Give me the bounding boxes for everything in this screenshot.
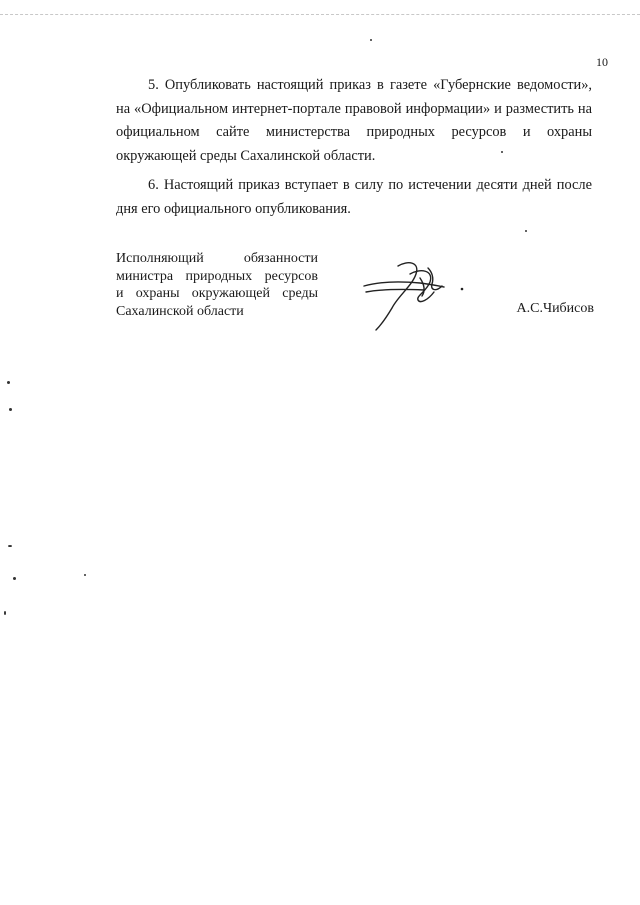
signer-title-line: министра природных ресурсов bbox=[116, 268, 318, 284]
scan-speck bbox=[8, 545, 12, 547]
scan-speck bbox=[9, 408, 12, 411]
signer-title-line: и охраны окружающей среды bbox=[116, 286, 318, 301]
signer-title-line: Сахалинской области bbox=[116, 303, 244, 319]
paragraph-text: 6. Настоящий приказ вступает в силу по истечении десяти дней после дня его официального опубликования. bbox=[116, 177, 592, 217]
paragraph-item-6 bbox=[116, 174, 592, 221]
scan-speck bbox=[525, 230, 527, 232]
paragraph-item-5 bbox=[116, 74, 592, 168]
signer-name: А.С.Чибисов bbox=[516, 301, 594, 316]
scan-edge-line bbox=[0, 14, 640, 16]
signature-block bbox=[116, 250, 594, 330]
scan-speck bbox=[84, 574, 86, 576]
signer-title-line: Исполняющий обязанности bbox=[116, 251, 318, 266]
scan-speck bbox=[13, 577, 16, 580]
scan-speck bbox=[4, 611, 6, 615]
handwritten-signature bbox=[358, 256, 474, 334]
paragraph-text: 5. Опубликовать настоящий приказ в газете «Губернские ведомости», на «Официальном интернет-портале правовой информации» и разместить на официальном сайте министерства природных ресурсов и охраны окружающей среды Сахалинской области. bbox=[116, 77, 592, 164]
scan-speck bbox=[7, 381, 10, 384]
scan-speck bbox=[501, 151, 503, 153]
page-number: 10 bbox=[596, 55, 608, 69]
scan-speck bbox=[370, 39, 372, 41]
signer-title bbox=[116, 250, 318, 320]
